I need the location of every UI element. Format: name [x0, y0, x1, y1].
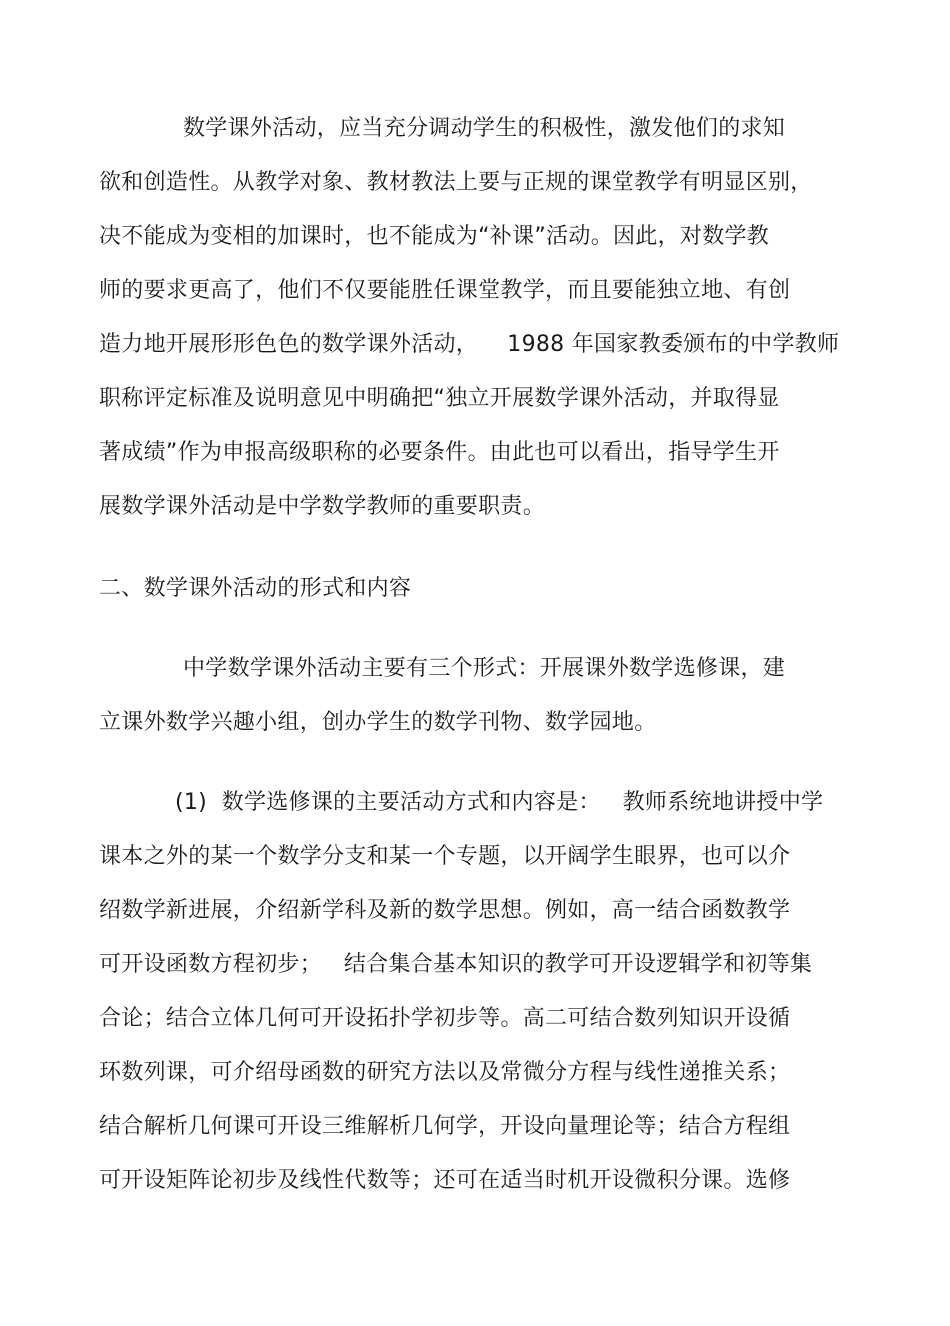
paragraph-1-line-5: 造力地开展形形色色的数学课外活动， 1988 年国家教委颁布的中学教师	[99, 332, 840, 357]
paragraph-1-line-2: 欲和创造性。从教学对象、教材教法上要与正规的课堂教学有明显区别，	[99, 170, 813, 195]
paragraph-2-line-1: 中学数学课外活动主要有三个形式：开展课外数学选修课，建	[183, 656, 786, 681]
paragraph-1-line-1: 数学课外活动，应当充分调动学生的积极性，激发他们的求知	[183, 116, 786, 141]
paragraph-3-line-6: 环数列课，可介绍母函数的研究方法以及常微分方程与线性递推关系；	[99, 1060, 791, 1085]
paragraph-3-line-4: 可开设函数方程初步； 结合集合基本知识的教学可开设逻辑学和初等集	[99, 952, 813, 977]
paragraph-1-line-8: 展数学课外活动是中学数学教师的重要职责。	[99, 494, 546, 519]
paragraph-3-line-2: 课本之外的某一个数学分支和某一个专题，以开阔学生眼界，也可以介	[99, 844, 791, 869]
paragraph-1-line-6: 职称评定标准及说明意见中明确把“独立开展数学课外活动，并取得显	[99, 386, 780, 411]
section-heading: 二、数学课外活动的形式和内容	[99, 576, 412, 601]
paragraph-1-line-3: 决不能成为变相的加课时，也不能成为“补课”活动。因此，对数学教	[99, 224, 770, 249]
paragraph-2-line-2: 立课外数学兴趣小组，创办学生的数学刊物、数学园地。	[99, 710, 657, 735]
paragraph-1-line-7: 著成绩”作为申报高级职称的必要条件。由此也可以看出，指导学生开	[99, 440, 780, 465]
paragraph-3-line-3: 绍数学新进展，介绍新学科及新的数学思想。例如，高一结合函数教学	[99, 898, 791, 923]
paragraph-1-line-4: 师的要求更高了，他们不仅要能胜任课堂教学，而且要能独立地、有创	[99, 278, 791, 303]
paragraph-3-line-1: (1) 数学选修课的主要活动方式和内容是： 教师系统地讲授中学	[175, 790, 824, 815]
paragraph-3-line-8: 可开设矩阵论初步及线性代数等；还可在适当时机开设微积分课。选修	[99, 1168, 791, 1193]
paragraph-3-line-7: 结合解析几何课可开设三维解析几何学，开设向量理论等；结合方程组	[99, 1114, 791, 1139]
paragraph-3-line-5: 合论；结合立体几何可开设拓扑学初步等。高二可结合数列知识开设循	[99, 1006, 791, 1031]
